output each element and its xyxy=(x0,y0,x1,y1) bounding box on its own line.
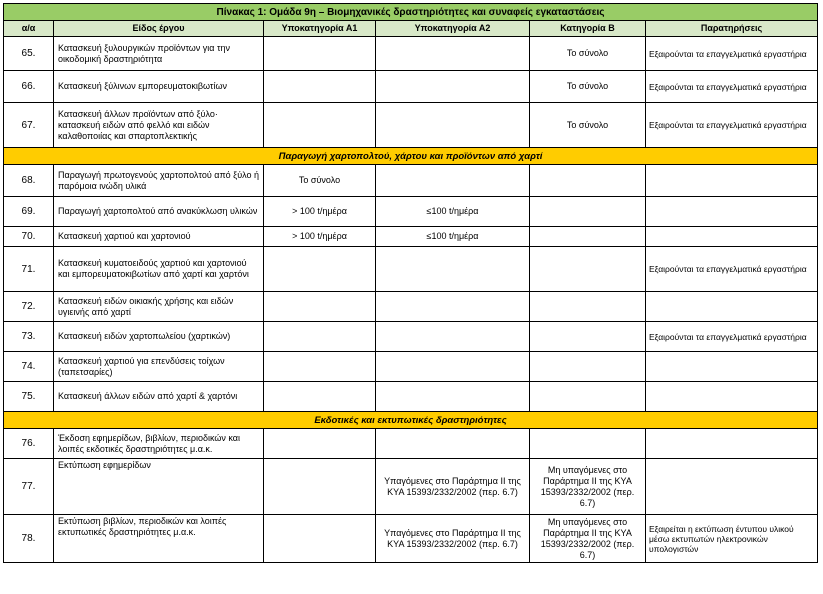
cell-a2 xyxy=(376,103,530,148)
table-row xyxy=(4,37,818,71)
table-row xyxy=(4,197,818,227)
cell-a2 xyxy=(376,292,530,322)
cell-notes xyxy=(646,165,818,197)
cell-notes: Εξαιρούνται τα επαγγελματικά εργαστήρια xyxy=(646,37,818,71)
cell-a1 xyxy=(264,292,376,322)
project-description: Εκτύπωση εφημερίδων xyxy=(54,459,264,515)
row-number: 65. xyxy=(4,37,54,71)
cell-notes xyxy=(646,292,818,322)
header-notes: Παρατηρήσεις xyxy=(646,21,818,37)
table-row xyxy=(4,382,818,412)
cell-a1 xyxy=(264,71,376,103)
table-row xyxy=(4,515,818,563)
cell-a2 xyxy=(376,429,530,459)
section-row xyxy=(4,148,818,165)
table-title: Πίνακας 1: Ομάδα 9η – Βιομηχανικές δραστηριότητες και συναφείς εγκαταστάσεις xyxy=(4,4,818,21)
project-description: Κατασκευή χαρτιού και χαρτονιού xyxy=(54,227,264,247)
row-number: 74. xyxy=(4,352,54,382)
cell-a2: ≤100 t/ημέρα xyxy=(376,197,530,227)
project-description: Κατασκευή άλλων προϊόντων από ξύλο· κατασκευή ειδών από φελλό και ειδών καλαθοποιίας και σπαρτοπλεκτικής xyxy=(54,103,264,148)
cell-a1: Το σύνολο xyxy=(264,165,376,197)
row-number: 67. xyxy=(4,103,54,148)
table-row xyxy=(4,71,818,103)
cell-b xyxy=(530,322,646,352)
cell-a2 xyxy=(376,37,530,71)
project-description: Κατασκευή ξύλινων εμπορευματοκιβωτίων xyxy=(54,71,264,103)
row-number: 68. xyxy=(4,165,54,197)
cell-notes xyxy=(646,352,818,382)
cell-b xyxy=(530,227,646,247)
cell-b xyxy=(530,382,646,412)
project-description: Κατασκευή ειδών οικιακής χρήσης και ειδών υγιεινής από χαρτί xyxy=(54,292,264,322)
project-description: Παραγωγή πρωτογενούς χαρτοπολτού από ξύλο ή παρόμοια ινώδη υλικά xyxy=(54,165,264,197)
cell-a1: > 100 t/ημέρα xyxy=(264,197,376,227)
cell-a1 xyxy=(264,515,376,563)
cell-b xyxy=(530,292,646,322)
cell-a1 xyxy=(264,382,376,412)
cell-b xyxy=(530,352,646,382)
section-title-pulp-paper: Παραγωγή χαρτοπολτού, χάρτου και προϊόντων από χαρτί xyxy=(4,148,818,165)
cell-a1 xyxy=(264,247,376,292)
cell-b xyxy=(530,247,646,292)
cell-notes xyxy=(646,227,818,247)
row-number: 72. xyxy=(4,292,54,322)
section-row xyxy=(4,412,818,429)
table-row xyxy=(4,292,818,322)
cell-a2 xyxy=(376,247,530,292)
header-aa: α/α xyxy=(4,21,54,37)
project-description: Κατασκευή κυματοειδούς χαρτιού και χαρτονιού και εμπορευματοκιβωτίων από χαρτί και χαρτόνι xyxy=(54,247,264,292)
cell-b xyxy=(530,197,646,227)
row-number: 71. xyxy=(4,247,54,292)
cell-a1 xyxy=(264,459,376,515)
table-row xyxy=(4,165,818,197)
cell-a2: Υπαγόμενες στο Παράρτημα ΙΙ της ΚΥΑ 15393/2332/2002 (περ. 6.7) xyxy=(376,459,530,515)
row-number: 73. xyxy=(4,322,54,352)
cell-b: Μη υπαγόμενες στο Παράρτημα ΙΙ της ΚΥΑ 15393/2332/2002 (περ. 6.7) xyxy=(530,459,646,515)
header-row xyxy=(4,21,818,37)
cell-a2 xyxy=(376,322,530,352)
table-row xyxy=(4,322,818,352)
row-number: 75. xyxy=(4,382,54,412)
cell-notes xyxy=(646,459,818,515)
header-category-b: Κατηγορία Β xyxy=(530,21,646,37)
cell-notes xyxy=(646,429,818,459)
table-title-row xyxy=(4,4,818,21)
cell-a1: > 100 t/ημέρα xyxy=(264,227,376,247)
row-number: 76. xyxy=(4,429,54,459)
cell-a2 xyxy=(376,352,530,382)
table-row xyxy=(4,247,818,292)
project-description: Έκδοση εφημερίδων, βιβλίων, περιοδικών και λοιπές εκδοτικές δραστηριότητες μ.α.κ. xyxy=(54,429,264,459)
cell-notes: Εξαιρούνται τα επαγγελματικά εργαστήρια xyxy=(646,322,818,352)
table-row xyxy=(4,459,818,515)
cell-a1 xyxy=(264,429,376,459)
cell-a2 xyxy=(376,165,530,197)
project-description: Κατασκευή ειδών χαρτοπωλείου (χαρτικών) xyxy=(54,322,264,352)
header-subcategory-a1: Υποκατηγορία Α1 xyxy=(264,21,376,37)
project-description: Κατασκευή ξυλουργικών προϊόντων για την οικοδομική δραστηριότητα xyxy=(54,37,264,71)
project-description: Κατασκευή χαρτιού για επενδύσεις τοίχων (ταπετσαρίες) xyxy=(54,352,264,382)
header-subcategory-a2: Υποκατηγορία Α2 xyxy=(376,21,530,37)
cell-notes: Εξαιρούνται τα επαγγελματικά εργαστήρια xyxy=(646,247,818,292)
cell-b: Μη υπαγόμενες στο Παράρτημα ΙΙ της ΚΥΑ 15393/2332/2002 (περ. 6.7) xyxy=(530,515,646,563)
row-number: 70. xyxy=(4,227,54,247)
table-row xyxy=(4,227,818,247)
table-row xyxy=(4,103,818,148)
cell-b: Το σύνολο xyxy=(530,103,646,148)
cell-a2: ≤100 t/ημέρα xyxy=(376,227,530,247)
row-number: 66. xyxy=(4,71,54,103)
table-row xyxy=(4,352,818,382)
cell-notes: Εξαιρείται η εκτύπωση έντυπου υλικού μέσω εκτυπωτών ηλεκτρονικών υπολογιστών xyxy=(646,515,818,563)
row-number: 78. xyxy=(4,515,54,563)
cell-b: Το σύνολο xyxy=(530,37,646,71)
cell-notes: Εξαιρούνται τα επαγγελματικά εργαστήρια xyxy=(646,71,818,103)
project-description: Εκτύπωση βιβλίων, περιοδικών και λοιπές εκτυπωτικές δραστηριότητες μ.α.κ. xyxy=(54,515,264,563)
cell-a1 xyxy=(264,103,376,148)
project-description: Παραγωγή χαρτοπολτού από ανακύκλωση υλικών xyxy=(54,197,264,227)
cell-b xyxy=(530,429,646,459)
project-description: Κατασκευή άλλων ειδών από χαρτί & χαρτόνι xyxy=(54,382,264,412)
classification-table xyxy=(3,3,818,563)
cell-a2 xyxy=(376,71,530,103)
cell-a2: Υπαγόμενες στο Παράρτημα ΙΙ της ΚΥΑ 15393/2332/2002 (περ. 6.7) xyxy=(376,515,530,563)
cell-b: Το σύνολο xyxy=(530,71,646,103)
cell-a1 xyxy=(264,322,376,352)
cell-a2 xyxy=(376,382,530,412)
table-row xyxy=(4,429,818,459)
cell-b xyxy=(530,165,646,197)
section-title-printing: Εκδοτικές και εκτυπωτικές δραστηριότητες xyxy=(4,412,818,429)
cell-a1 xyxy=(264,352,376,382)
cell-notes: Εξαιρούνται τα επαγγελματικά εργαστήρια xyxy=(646,103,818,148)
cell-a1 xyxy=(264,37,376,71)
cell-notes xyxy=(646,197,818,227)
row-number: 69. xyxy=(4,197,54,227)
row-number: 77. xyxy=(4,459,54,515)
header-project-type: Είδος έργου xyxy=(54,21,264,37)
cell-notes xyxy=(646,382,818,412)
